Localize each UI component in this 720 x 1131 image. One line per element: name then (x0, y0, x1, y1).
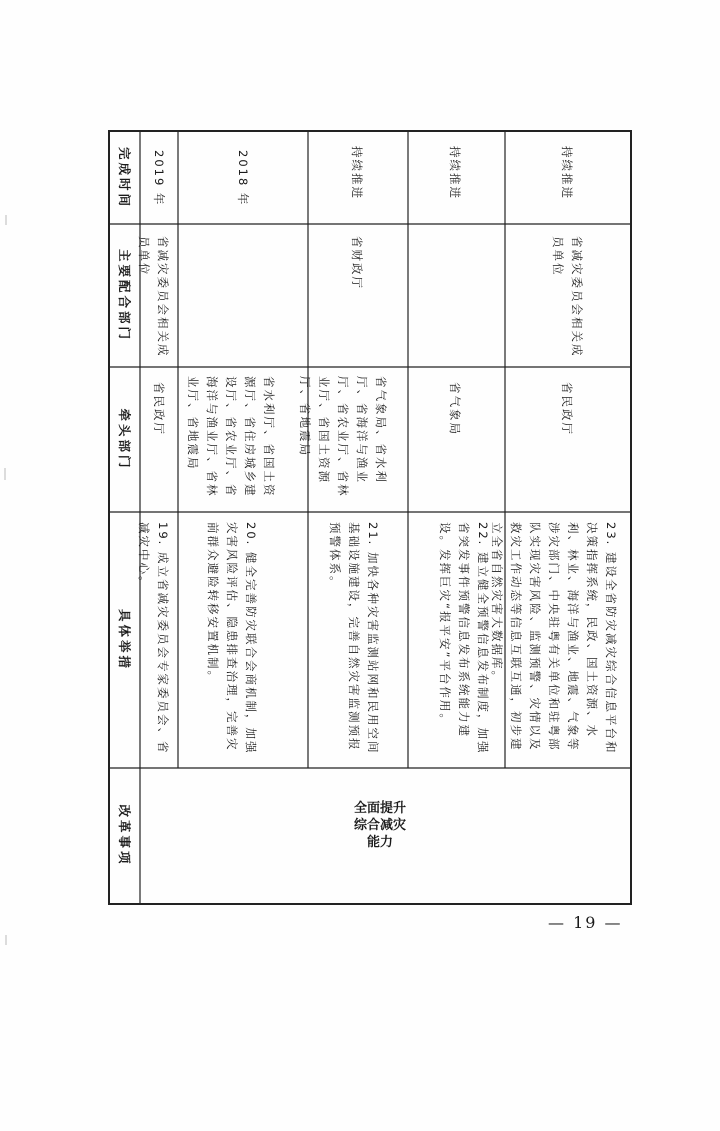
row-19-measure: 19. 成立省减灾委员会专家委员会、省减灾中心。 (137, 522, 170, 755)
header-support-depts: 主要配合部门 (117, 248, 132, 342)
row-22-deadline: 持续推进 (448, 146, 462, 200)
row-23-measure: 23. 建设全省防灾减灾综合信息平台和决策指挥系统，民政、国土资源、水利、林业、海洋与渔业、地震、气象等涉灾部门、中央驻粤有关单位和驻粤部队实现灾害风险、监测预警、灾情以及救灾工作动态等信息互联互通，初步建立全省自然灾害大数据库。 (490, 522, 618, 755)
row-21-deadline: 持续推进 (350, 146, 364, 200)
row-23-deadline: 持续推进 (560, 146, 574, 200)
scan-edge-marks (0, 0, 20, 1131)
header-lead-dept: 牵头部门 (117, 408, 132, 471)
header-reform-item: 改革事项 (117, 804, 132, 867)
row-19-deadline: 2019 年 (152, 150, 166, 207)
row-22-lead: 省气象局 (448, 382, 462, 436)
row-20-deadline: 2018 年 (236, 150, 250, 207)
header-deadline: 完成时间 (117, 146, 132, 209)
row-23-support: 省减灾委员会相关成员单位 (551, 236, 584, 358)
page-number: — 19 — (548, 913, 623, 932)
reform-table (108, 130, 632, 905)
row-19-support: 省减灾委员会相关成员单位 (137, 236, 170, 358)
row-19-lead: 省民政厅 (152, 382, 166, 436)
row-23-lead: 省民政厅 (560, 382, 574, 436)
row-21-measure: 21. 加快各种灾害监测站网和民用空间基础设施建设，完善自然灾害监测预报预警体系。 (328, 522, 380, 755)
row-20-lead: 省水利厅、省国土资源厅、省住房城乡建设厅、省农业厅、省海洋与渔业厅、省林业厅、省地震局 (186, 376, 276, 498)
header-lead-cell (110, 367, 140, 512)
header-measures: 具体举措 (117, 608, 132, 671)
row-21-lead: 省气象局、省水利厅、省海洋与渔业厅、省农业厅、省林业厅、省国土资源厅、省地震局 (298, 376, 388, 498)
row-22-measure: 22. 建立健全预警信息发布制度，加强省突发事件预警信息发布系统能力建设。发挥巨灾“报平安”平台作用。 (438, 522, 490, 755)
category-label: 全面提升综合减灾能力 (353, 801, 406, 850)
row-21-support: 省财政厅 (350, 236, 364, 290)
row-20-measure: 20. 健全完善防灾联合会商机制，加强灾害风险评估、隐患排查治理，完善灾前群众避险转移安置机制。 (206, 522, 258, 755)
header-reform-item-cell (110, 768, 140, 903)
header-deadline-cell (110, 132, 140, 224)
category-cell (140, 768, 630, 903)
